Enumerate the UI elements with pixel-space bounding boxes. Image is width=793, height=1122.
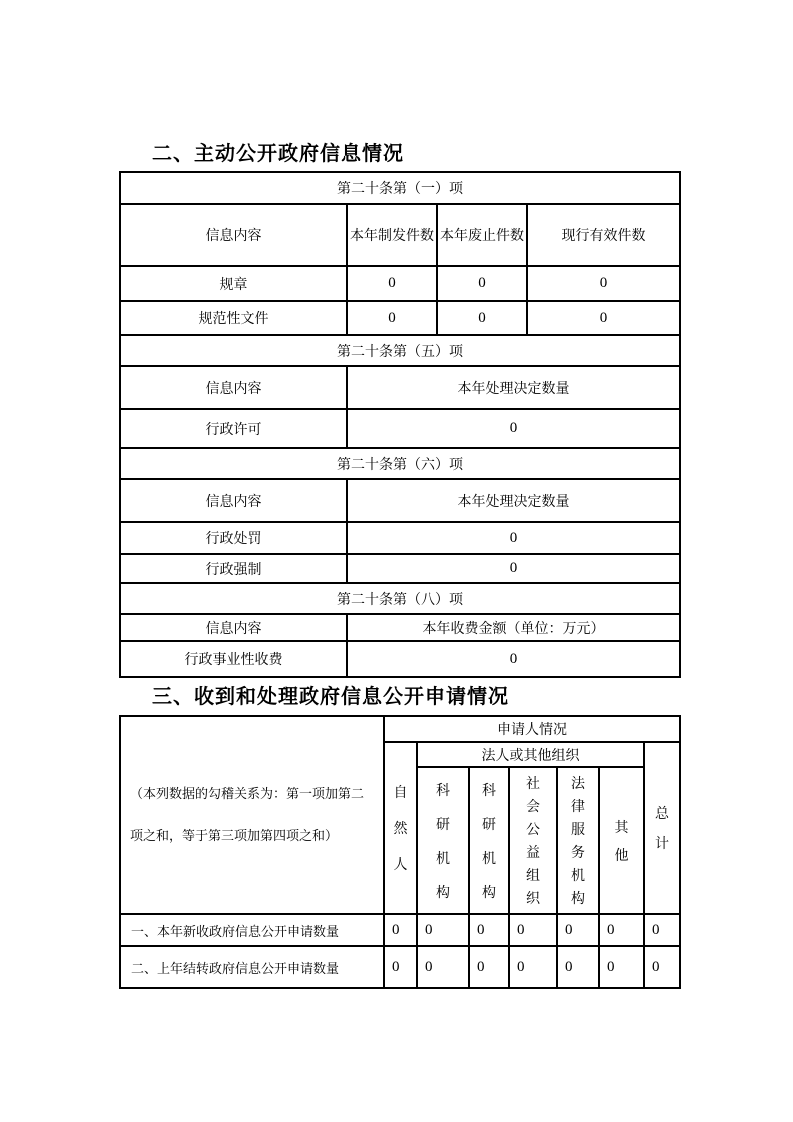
cell-value: 0 <box>469 946 509 988</box>
article-5-header-row <box>120 366 680 409</box>
proactive-disclosure-table <box>119 171 681 678</box>
table-row-admin-penalty <box>120 522 680 554</box>
article-6-title: 第二十条第（六）项 <box>120 448 680 479</box>
row-label: 行政事业性收费 <box>120 641 347 677</box>
cell-value: 0 <box>437 266 527 301</box>
row-label: 行政强制 <box>120 554 347 583</box>
article-1-header-row <box>120 204 680 266</box>
cell-value: 0 <box>527 266 680 301</box>
cell-value: 0 <box>599 946 644 988</box>
table-row-rules <box>120 266 680 301</box>
cell-value: 0 <box>599 914 644 946</box>
cell-value: 0 <box>384 946 417 988</box>
cell-value: 0 <box>347 301 437 335</box>
col-header-issued: 本年制发件数 <box>347 204 437 266</box>
col-header-info-content: 信息内容 <box>120 204 347 266</box>
section-3-heading: 三、收到和处理政府信息公开申请情况 <box>152 686 509 708</box>
article-8-title: 第二十条第（八）项 <box>120 583 680 614</box>
col-header-other: 其 他 <box>599 767 644 914</box>
table-row-new-requests <box>120 914 680 946</box>
requests-table <box>119 715 681 989</box>
table-row-admin-fees <box>120 641 680 677</box>
article-5-title: 第二十条第（五）项 <box>120 335 680 366</box>
article-5-title-row <box>120 335 680 366</box>
cell-value: 0 <box>417 914 469 946</box>
table-row-admin-coercion <box>120 554 680 583</box>
cell-value: 0 <box>557 914 599 946</box>
cell-value: 0 <box>644 914 680 946</box>
col-header-info-content: 信息内容 <box>120 614 347 641</box>
cell-value: 0 <box>384 914 417 946</box>
table-row-admin-license <box>120 409 680 448</box>
cell-value: 0 <box>509 914 557 946</box>
row-label: 一、本年新收政府信息公开申请数量 <box>120 914 384 946</box>
col-header-natural-person: 自 然 人 <box>384 742 417 914</box>
col-header-public-welfare-org: 社 会 公 益 组 织 <box>509 767 557 914</box>
section-2-heading: 二、主动公开政府信息情况 <box>152 143 404 165</box>
article-1-title: 第二十条第（一）项 <box>120 172 680 204</box>
col-header-decisions: 本年处理决定数量 <box>347 479 680 522</box>
cell-value: 0 <box>437 301 527 335</box>
col-header-info-content: 信息内容 <box>120 366 347 409</box>
col-header-legal-service-org: 法 律 服 务 机 构 <box>557 767 599 914</box>
cell-value: 0 <box>509 946 557 988</box>
cell-value: 0 <box>469 914 509 946</box>
org-group-header: 法人或其他组织 <box>417 742 644 767</box>
reconciliation-note: （本列数据的勾稽关系为：第一项加第二项之和，等于第三项加第四项之和） <box>120 716 384 914</box>
table-row-normative-documents <box>120 301 680 335</box>
cell-value: 0 <box>347 641 680 677</box>
article-6-title-row <box>120 448 680 479</box>
row-label: 行政处罚 <box>120 522 347 554</box>
cell-value: 0 <box>417 946 469 988</box>
col-header-research-institution-1: 科 研 机 构 <box>417 767 469 914</box>
article-6-header-row <box>120 479 680 522</box>
col-header-in-effect: 现行有效件数 <box>527 204 680 266</box>
cell-value: 0 <box>347 522 680 554</box>
row-label: 行政许可 <box>120 409 347 448</box>
row-label: 规范性文件 <box>120 301 347 335</box>
article-8-header-row <box>120 614 680 641</box>
col-header-fee-amount: 本年收费金额（单位：万元） <box>347 614 680 641</box>
applicant-header-row <box>120 716 680 742</box>
cell-value: 0 <box>644 946 680 988</box>
cell-value: 0 <box>347 554 680 583</box>
col-header-decisions: 本年处理决定数量 <box>347 366 680 409</box>
applicant-situation-header: 申请人情况 <box>384 716 680 742</box>
table-row-carried-over-requests <box>120 946 680 988</box>
col-header-total: 总 计 <box>644 742 680 914</box>
col-header-info-content: 信息内容 <box>120 479 347 522</box>
cell-value: 0 <box>347 409 680 448</box>
row-label: 二、上年结转政府信息公开申请数量 <box>120 946 384 988</box>
article-8-title-row <box>120 583 680 614</box>
col-header-research-institution-2: 科 研 机 构 <box>469 767 509 914</box>
report-page <box>119 143 680 989</box>
col-header-repealed: 本年废止件数 <box>437 204 527 266</box>
row-label: 规章 <box>120 266 347 301</box>
cell-value: 0 <box>347 266 437 301</box>
article-1-title-row <box>120 172 680 204</box>
cell-value: 0 <box>527 301 680 335</box>
cell-value: 0 <box>557 946 599 988</box>
